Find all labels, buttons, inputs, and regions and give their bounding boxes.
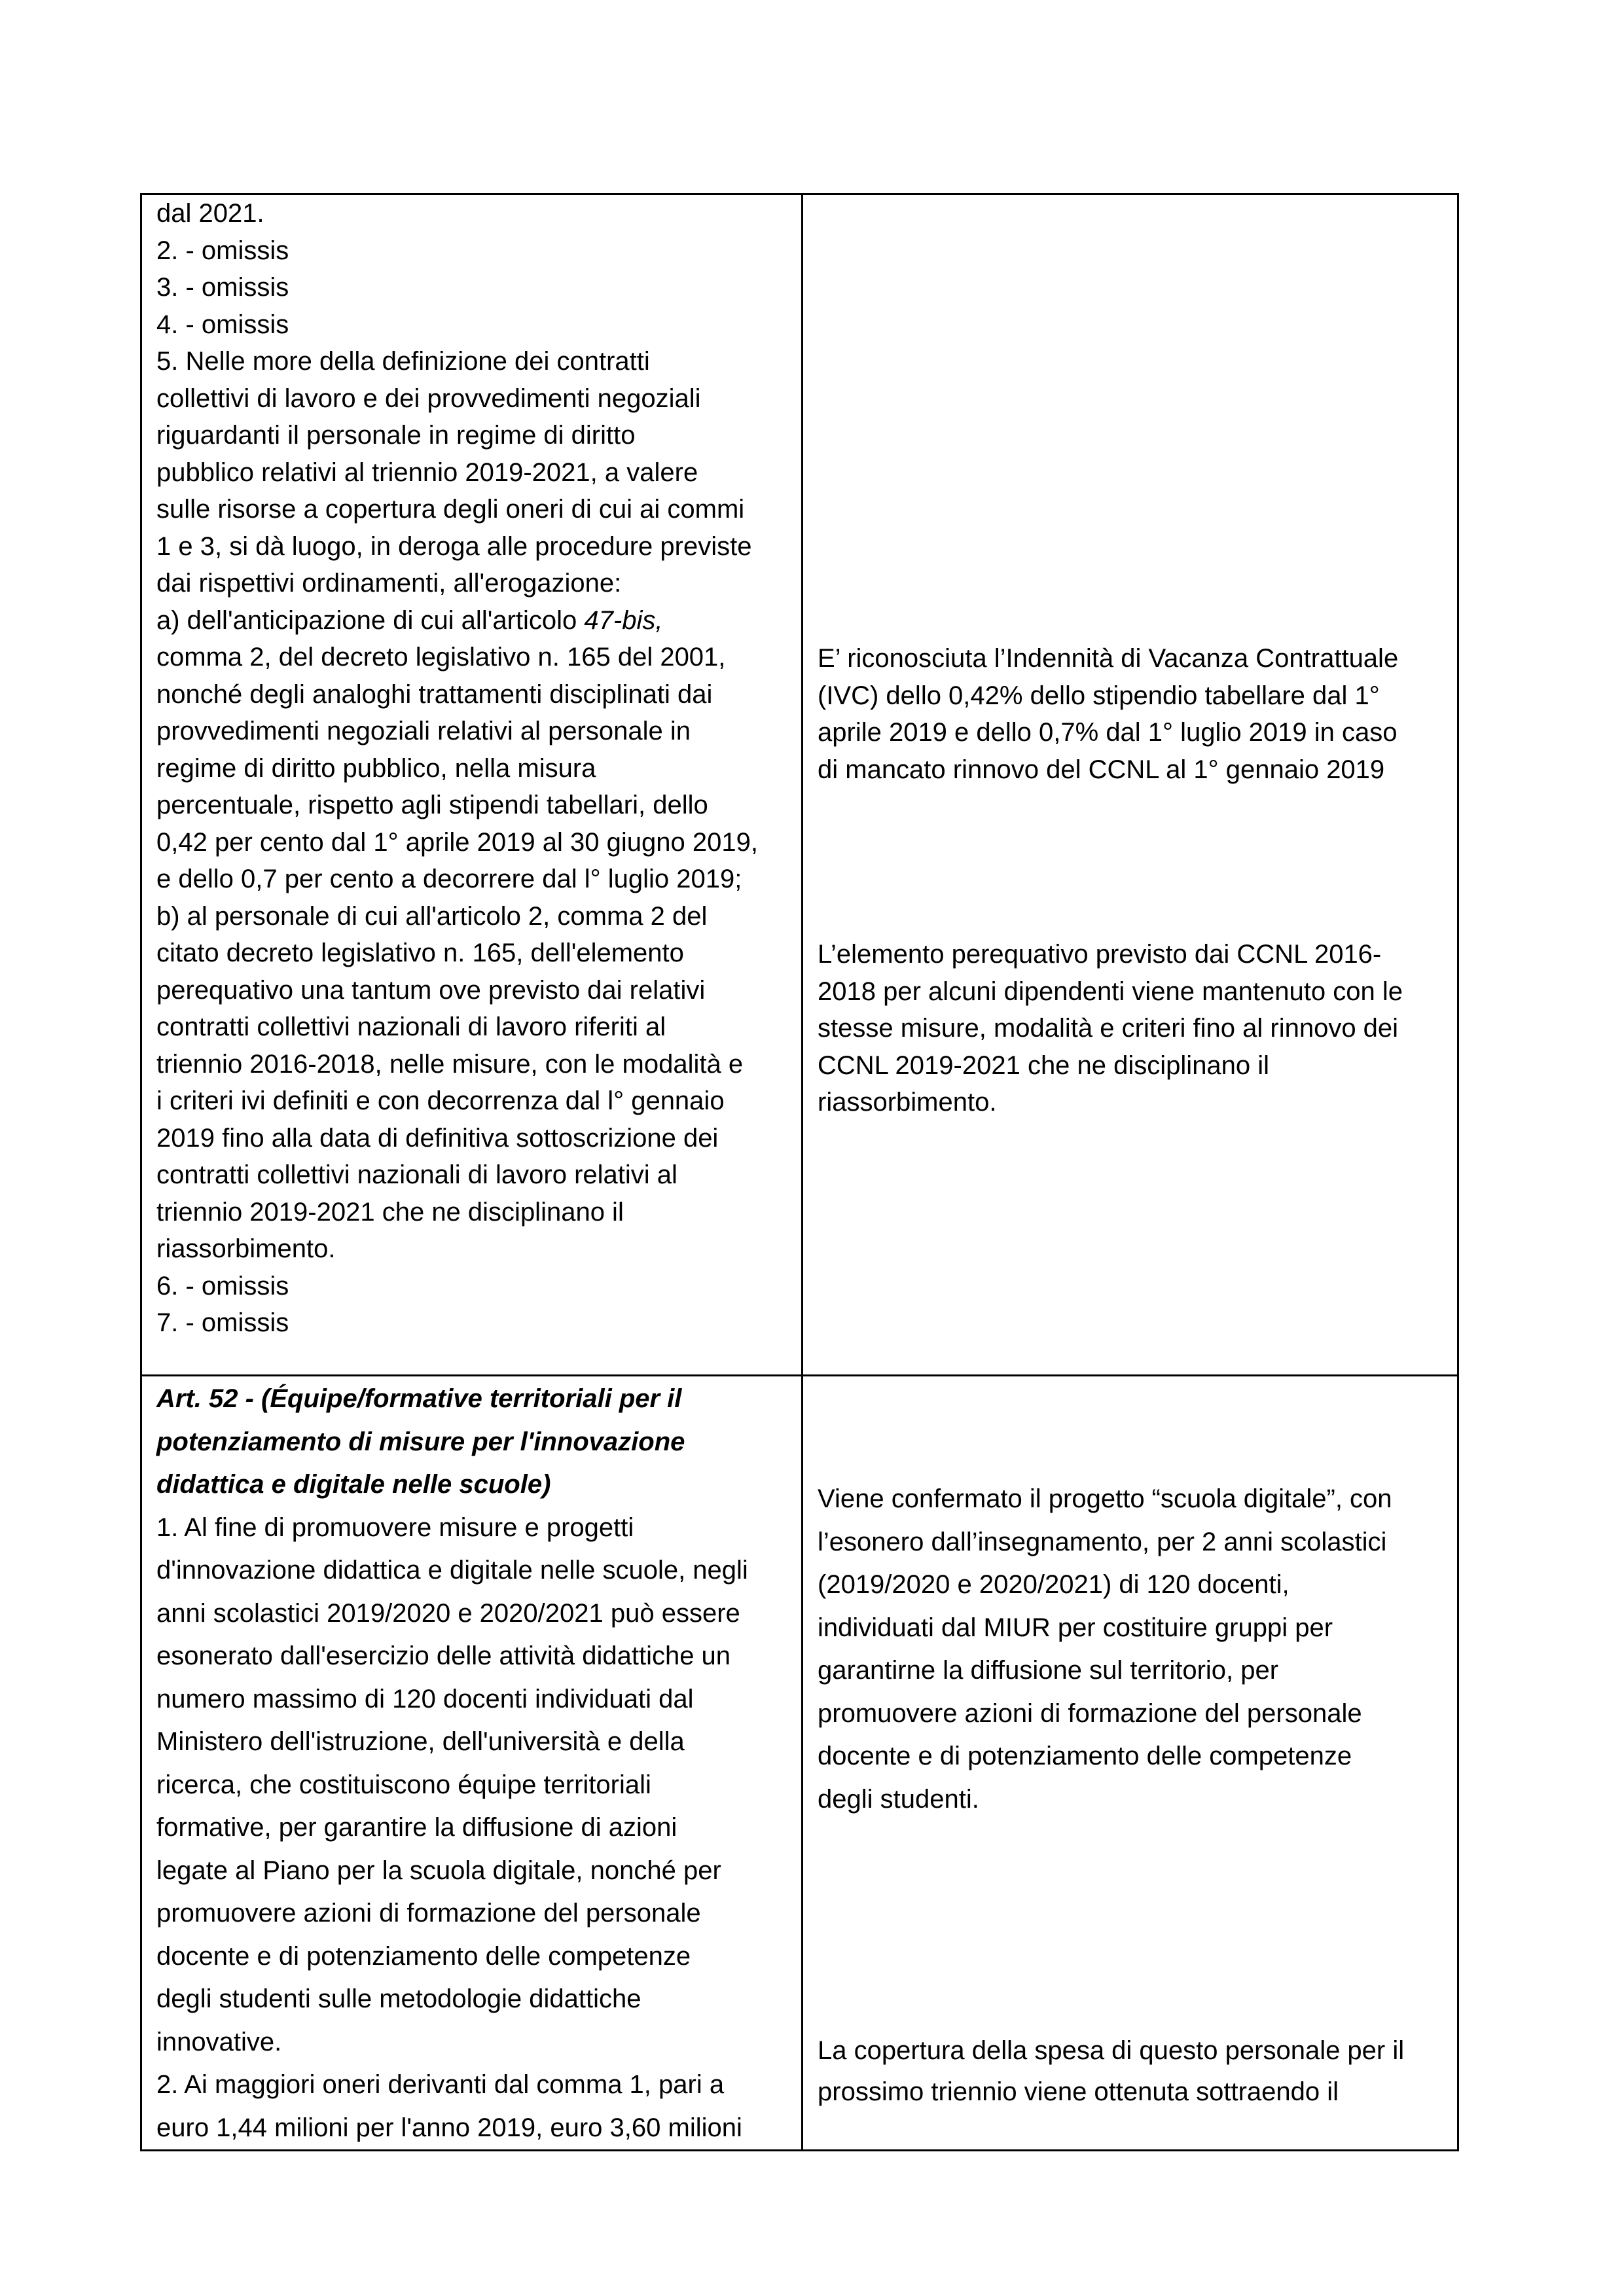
- article-heading: potenziamento di misure per l'innovazione: [156, 1427, 685, 1456]
- law-text-cell: [141, 194, 803, 1376]
- text-line: 2. - omissis: [156, 236, 289, 265]
- text-line: contratti collettivi nazionali di lavoro riferiti al: [156, 1013, 666, 1041]
- text-line: 1 e 3, si dà luogo, in deroga alle procedure previste: [156, 531, 752, 561]
- text-line: citato decreto legislativo n. 165, dell'elemento: [156, 939, 684, 967]
- comparison-table: [140, 193, 1459, 2151]
- text-line: triennio 2019-2021 che ne disciplinano il: [156, 1197, 624, 1227]
- text-line: riassorbimento.: [818, 1088, 997, 1117]
- ivc-commentary: [818, 640, 1443, 788]
- text-line: riguardanti il personale in regime di diritto: [156, 421, 636, 450]
- text-line: e dello 0,7 per cento a decorrere dal l° luglio 2019;: [156, 865, 742, 893]
- text-line: 6. - omissis: [156, 1271, 289, 1300]
- text-line: 4. - omissis: [156, 310, 289, 339]
- text-line: individuati dal MIUR per costituire gruppi per: [818, 1613, 1333, 1642]
- text-line: 5. Nelle more della definizione dei contratti: [156, 347, 650, 376]
- text-line: promuovere azioni di formazione del personale: [156, 1899, 701, 1928]
- text-line: 2. Ai maggiori oneri derivanti dal comma 1, pari a: [156, 2070, 725, 2099]
- text-line: pubblico relativi al triennio 2019-2021, a valere: [156, 457, 698, 487]
- text-line: esonerato dall'esercizio delle attività didattiche un: [156, 1641, 731, 1670]
- text-line: (IVC) dello 0,42% dello stipendio tabellare dal 1°: [818, 681, 1380, 710]
- text-line: prossimo triennio viene ottenuta sottraendo il: [818, 2077, 1339, 2106]
- text-line: i criteri ivi definiti e con decorrenza dal l° gennaio: [156, 1086, 725, 1115]
- text-line: anni scolastici 2019/2020 e 2020/2021 può essere: [156, 1598, 740, 1628]
- text-line: promuovere azioni di formazione del personale: [818, 1698, 1362, 1728]
- text-line: legate al Piano per la scuola digitale, nonché per: [156, 1856, 721, 1885]
- text-line: (2019/2020 e 2020/2021) di 120 docenti,: [818, 1570, 1290, 1599]
- text-line: b) al personale di cui all'articolo 2, comma 2 del: [156, 901, 708, 931]
- article-heading: Art. 52 - (Équipe/formative territoriali per il: [156, 1384, 682, 1413]
- text-line: La copertura della spesa di questo personale per il: [818, 2036, 1405, 2065]
- text-line: dai rispettivi ordinamenti, all'erogazione:: [156, 569, 622, 598]
- article-heading: didattica e digitale nelle scuole): [156, 1470, 551, 1499]
- text-line-prefix: a) dell'anticipazione di cui all'articolo: [156, 605, 585, 635]
- copertura-spesa-commentary: [818, 2030, 1443, 2113]
- text-line: d'innovazione didattica e digitale nelle scuole, negli: [156, 1556, 748, 1585]
- text-line: dal 2021.: [156, 199, 264, 228]
- text-line: docente e di potenziamento delle competenze: [156, 1941, 691, 1971]
- text-line: l’esonero dall’insegnamento, per 2 anni scolastici: [818, 1527, 1387, 1556]
- text-line: ricerca, che costituiscono équipe territoriali: [156, 1770, 651, 1799]
- text-line: perequativo una tantum ove previsto dai relativi: [156, 975, 706, 1005]
- text-line: collettivi di lavoro e dei provvedimenti negoziali: [156, 384, 701, 413]
- text-line: 2018 per alcuni dipendenti viene mantenuto con le: [818, 977, 1403, 1006]
- italic-reference: 47-bis,: [584, 605, 663, 635]
- text-line: provvedimenti negoziali relativi al personale in: [156, 717, 691, 745]
- text-line: Ministero dell'istruzione, dell'università e della: [156, 1727, 685, 1756]
- text-line: contratti collettivi nazionali di lavoro relativi al: [156, 1160, 677, 1189]
- text-line: triennio 2016-2018, nelle misure, con le modalità e: [156, 1049, 744, 1079]
- text-line: L’elemento perequativo previsto dai CCNL 2016-: [818, 940, 1382, 969]
- text-line: [156, 602, 787, 639]
- table-row: [141, 1376, 1458, 2151]
- scuola-digitale-commentary: [818, 1478, 1443, 1821]
- text-line: numero massimo di 120 docenti individuati dal: [156, 1684, 694, 1713]
- commentary-cell: [803, 1376, 1458, 2151]
- text-line: Viene confermato il progetto “scuola digitale”, con: [818, 1484, 1392, 1513]
- text-line: docente e di potenziamento delle competenze: [818, 1742, 1352, 1770]
- text-line: 2019 fino alla data di definitiva sottoscrizione dei: [156, 1123, 719, 1153]
- text-line: sulle risorse a copertura degli oneri di cui ai commi: [156, 495, 745, 524]
- text-line: euro 1,44 milioni per l'anno 2019, euro 3,60 milioni: [156, 2113, 742, 2142]
- text-line: 3. - omissis: [156, 273, 289, 302]
- text-line: degli studenti.: [818, 1784, 979, 1814]
- text-line: nonché degli analoghi trattamenti disciplinati dai: [156, 679, 713, 709]
- text-line: 7. - omissis: [156, 1308, 289, 1337]
- text-line: aprile 2019 e dello 0,7% dal 1° luglio 2019 in caso: [818, 718, 1398, 747]
- text-line: E’ riconosciuta l’Indennità di Vacanza Contrattuale: [818, 644, 1399, 673]
- elemento-perequativo-commentary: [818, 936, 1443, 1121]
- text-line: garantirne la diffusione sul territorio, per: [818, 1656, 1279, 1685]
- text-line: percentuale, rispetto agli stipendi tabellari, dello: [156, 791, 708, 819]
- table-row: [141, 194, 1458, 1376]
- text-line: CCNL 2019-2021 che ne disciplinano il: [818, 1050, 1270, 1080]
- text-line: formative, per garantire la diffusione di azioni: [156, 1813, 677, 1842]
- text-line: comma 2, del decreto legislativo n. 165 del 2001,: [156, 643, 726, 672]
- commentary-cell: [803, 194, 1458, 1376]
- text-line: innovative.: [156, 2027, 282, 2056]
- text-line: 0,42 per cento dal 1° aprile 2019 al 30 giugno 2019,: [156, 827, 758, 857]
- text-line: stesse misure, modalità e criteri fino al rinnovo dei: [818, 1014, 1399, 1043]
- text-line: 1. Al fine di promuovere misure e progetti: [156, 1513, 634, 1542]
- text-line: degli studenti sulle metodologie didattiche: [156, 1984, 641, 2013]
- text-line: riassorbimento.: [156, 1234, 336, 1263]
- text-line: regime di diritto pubblico, nella misura: [156, 753, 596, 783]
- law-text-cell: [141, 1376, 803, 2151]
- text-line: di mancato rinnovo del CCNL al 1° gennaio 2019: [818, 755, 1385, 784]
